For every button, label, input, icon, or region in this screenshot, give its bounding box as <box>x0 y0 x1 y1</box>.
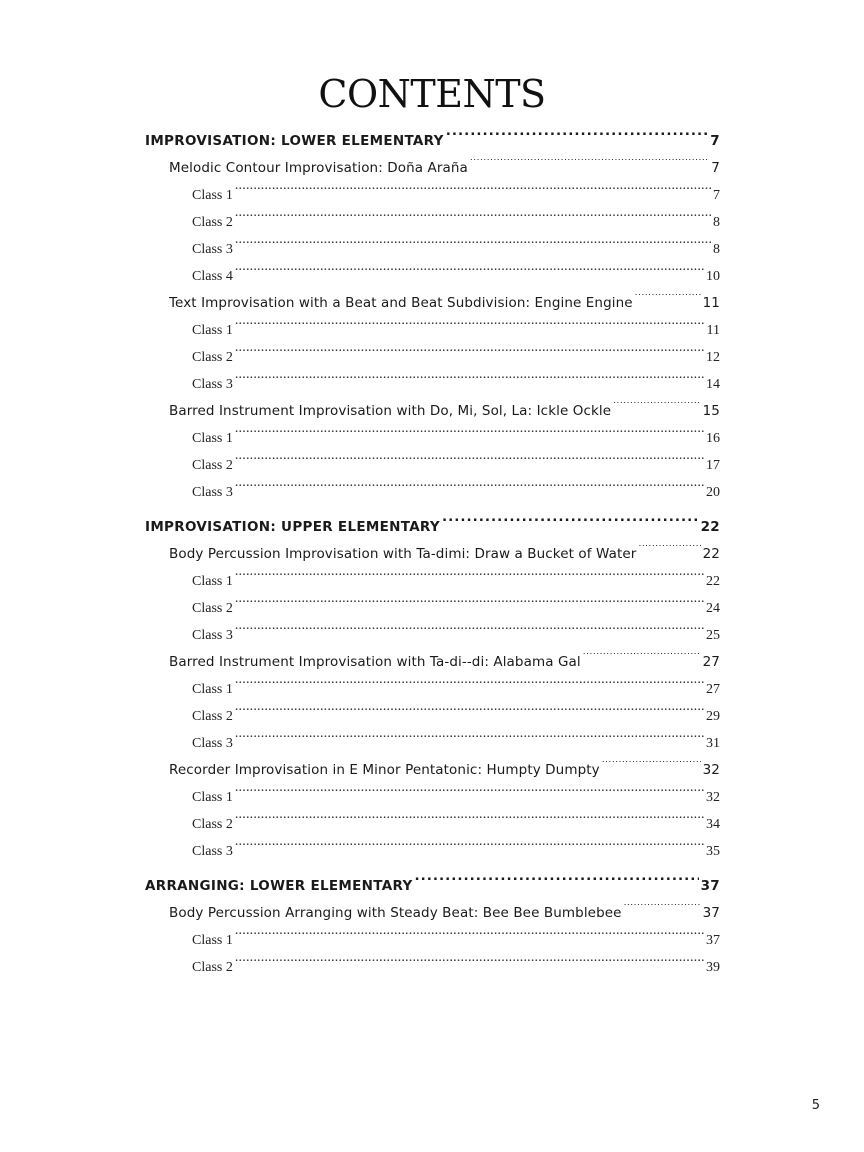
toc-class-entry[interactable] <box>145 371 720 398</box>
toc-class-title: Class 2 <box>192 817 233 832</box>
dot-leader <box>613 402 700 416</box>
toc-page-number: 22 <box>706 574 720 589</box>
toc-class-title: Class 1 <box>192 431 233 446</box>
toc-class-title: Class 3 <box>192 844 233 859</box>
toc-class-entry[interactable] <box>145 479 720 506</box>
toc-page-number: 11 <box>702 295 720 311</box>
dot-leader <box>583 653 701 667</box>
toc-class-title: Class 2 <box>192 458 233 473</box>
toc-page-number: 37 <box>706 933 720 948</box>
page-number: 5 <box>811 1098 820 1113</box>
table-of-contents <box>145 128 720 981</box>
dot-leader <box>470 159 709 173</box>
dot-leader <box>235 428 704 442</box>
toc-page-number: 10 <box>706 269 720 284</box>
dot-leader <box>638 545 700 559</box>
toc-class-entry[interactable] <box>145 838 720 865</box>
toc-page-number: 27 <box>702 654 720 670</box>
toc-class-title: Class 1 <box>192 323 233 338</box>
toc-class-entry[interactable] <box>145 452 720 479</box>
toc-page-number: 7 <box>711 160 720 176</box>
toc-class-title: Class 4 <box>192 269 233 284</box>
toc-class-title: Class 3 <box>192 485 233 500</box>
toc-page-number: 31 <box>706 736 720 751</box>
toc-class-title: Class 1 <box>192 188 233 203</box>
toc-class-entry[interactable] <box>145 344 720 371</box>
toc-page-number: 32 <box>702 762 720 778</box>
dot-leader <box>235 571 704 585</box>
dot-leader <box>235 930 704 944</box>
toc-subsection-title: Text Improvisation with a Beat and Beat Subdivision: Engine Engine <box>169 295 633 311</box>
toc-page-number: 25 <box>706 628 720 643</box>
toc-class-entry[interactable] <box>145 676 720 703</box>
toc-subsection[interactable] <box>145 290 720 317</box>
toc-class-entry[interactable] <box>145 317 720 344</box>
dot-leader <box>235 814 704 828</box>
toc-class-entry[interactable] <box>145 927 720 954</box>
toc-page-number: 34 <box>706 817 720 832</box>
toc-section[interactable] <box>145 514 720 541</box>
dot-leader <box>235 787 704 801</box>
dot-leader <box>442 518 699 532</box>
toc-section[interactable] <box>145 128 720 155</box>
dot-leader <box>235 598 704 612</box>
toc-class-title: Class 3 <box>192 736 233 751</box>
toc-class-entry[interactable] <box>145 703 720 730</box>
dot-leader <box>235 625 704 639</box>
toc-page-number: 22 <box>702 546 720 562</box>
toc-subsection[interactable] <box>145 398 720 425</box>
dot-leader <box>624 904 701 918</box>
toc-page-number: 16 <box>706 431 720 446</box>
dot-leader <box>235 841 704 855</box>
toc-section-title: IMPROVISATION: UPPER ELEMENTARY <box>145 519 440 535</box>
toc-class-entry[interactable] <box>145 811 720 838</box>
toc-page-number: 22 <box>700 519 720 535</box>
toc-subsection-title: Body Percussion Arranging with Steady Beat: Bee Bee Bumblebee <box>169 905 622 921</box>
dot-leader <box>235 482 704 496</box>
dot-leader <box>235 239 711 253</box>
toc-page-number: 8 <box>713 215 720 230</box>
dot-leader <box>235 706 704 720</box>
dot-leader <box>235 347 704 361</box>
toc-subsection-title: Melodic Contour Improvisation: Doña Araña <box>169 160 468 176</box>
toc-class-title: Class 2 <box>192 709 233 724</box>
toc-subsection-title: Barred Instrument Improvisation with Do, Mi, Sol, La: Ickle Ockle <box>169 403 612 419</box>
toc-class-entry[interactable] <box>145 568 720 595</box>
toc-page-number: 7 <box>713 188 720 203</box>
toc-page-number: 32 <box>706 790 720 805</box>
dot-leader <box>235 374 704 388</box>
page-title: CONTENTS <box>318 72 546 116</box>
toc-page-number: 14 <box>706 377 720 392</box>
dot-leader <box>235 733 704 747</box>
toc-page-number: 7 <box>710 133 720 149</box>
toc-subsection[interactable] <box>145 649 720 676</box>
toc-class-title: Class 1 <box>192 790 233 805</box>
toc-page-number: 35 <box>706 844 720 859</box>
toc-subsection[interactable] <box>145 541 720 568</box>
toc-class-title: Class 2 <box>192 215 233 230</box>
toc-class-title: Class 1 <box>192 682 233 697</box>
dot-leader <box>415 877 699 891</box>
toc-section-title: IMPROVISATION: LOWER ELEMENTARY <box>145 133 444 149</box>
dot-leader <box>235 266 704 280</box>
toc-subsection[interactable] <box>145 757 720 784</box>
toc-class-entry[interactable] <box>145 263 720 290</box>
toc-page-number: 8 <box>713 242 720 257</box>
toc-page-number: 20 <box>706 485 720 500</box>
toc-subsection-title: Body Percussion Improvisation with Ta-dimi: Draw a Bucket of Water <box>169 546 637 562</box>
toc-page-number: 11 <box>706 323 720 338</box>
toc-class-entry[interactable] <box>145 954 720 981</box>
toc-page-number: 24 <box>706 601 720 616</box>
dot-leader <box>235 185 711 199</box>
toc-page-number: 39 <box>706 960 720 975</box>
toc-class-entry[interactable] <box>145 425 720 452</box>
toc-page-number: 37 <box>700 878 720 894</box>
dot-leader <box>235 679 704 693</box>
toc-class-title: Class 3 <box>192 242 233 257</box>
toc-subsection-title: Recorder Improvisation in E Minor Pentatonic: Humpty Dumpty <box>169 762 600 778</box>
toc-class-entry[interactable] <box>145 236 720 263</box>
toc-class-title: Class 1 <box>192 933 233 948</box>
toc-class-title: Class 2 <box>192 960 233 975</box>
toc-class-entry[interactable] <box>145 182 720 209</box>
toc-section[interactable] <box>145 873 720 900</box>
toc-class-title: Class 2 <box>192 601 233 616</box>
toc-page-number: 29 <box>706 709 720 724</box>
toc-class-entry[interactable] <box>145 595 720 622</box>
toc-page-number: 27 <box>706 682 720 697</box>
toc-class-entry[interactable] <box>145 730 720 757</box>
toc-page-number: 12 <box>706 350 720 365</box>
toc-page-number: 37 <box>702 905 720 921</box>
dot-leader <box>235 957 704 971</box>
toc-class-entry[interactable] <box>145 209 720 236</box>
dot-leader <box>446 132 709 146</box>
dot-leader <box>235 320 705 334</box>
toc-class-entry[interactable] <box>145 622 720 649</box>
dot-leader <box>235 455 704 469</box>
dot-leader <box>602 761 701 775</box>
toc-section-title: ARRANGING: LOWER ELEMENTARY <box>145 878 413 894</box>
dot-leader <box>635 294 701 308</box>
toc-subsection-title: Barred Instrument Improvisation with Ta-di--di: Alabama Gal <box>169 654 581 670</box>
dot-leader <box>235 212 711 226</box>
toc-page-number: 17 <box>706 458 720 473</box>
toc-class-title: Class 2 <box>192 350 233 365</box>
toc-class-entry[interactable] <box>145 784 720 811</box>
toc-subsection[interactable] <box>145 155 720 182</box>
toc-class-title: Class 3 <box>192 628 233 643</box>
toc-class-title: Class 1 <box>192 574 233 589</box>
toc-subsection[interactable] <box>145 900 720 927</box>
toc-page-number: 15 <box>702 403 720 419</box>
toc-class-title: Class 3 <box>192 377 233 392</box>
